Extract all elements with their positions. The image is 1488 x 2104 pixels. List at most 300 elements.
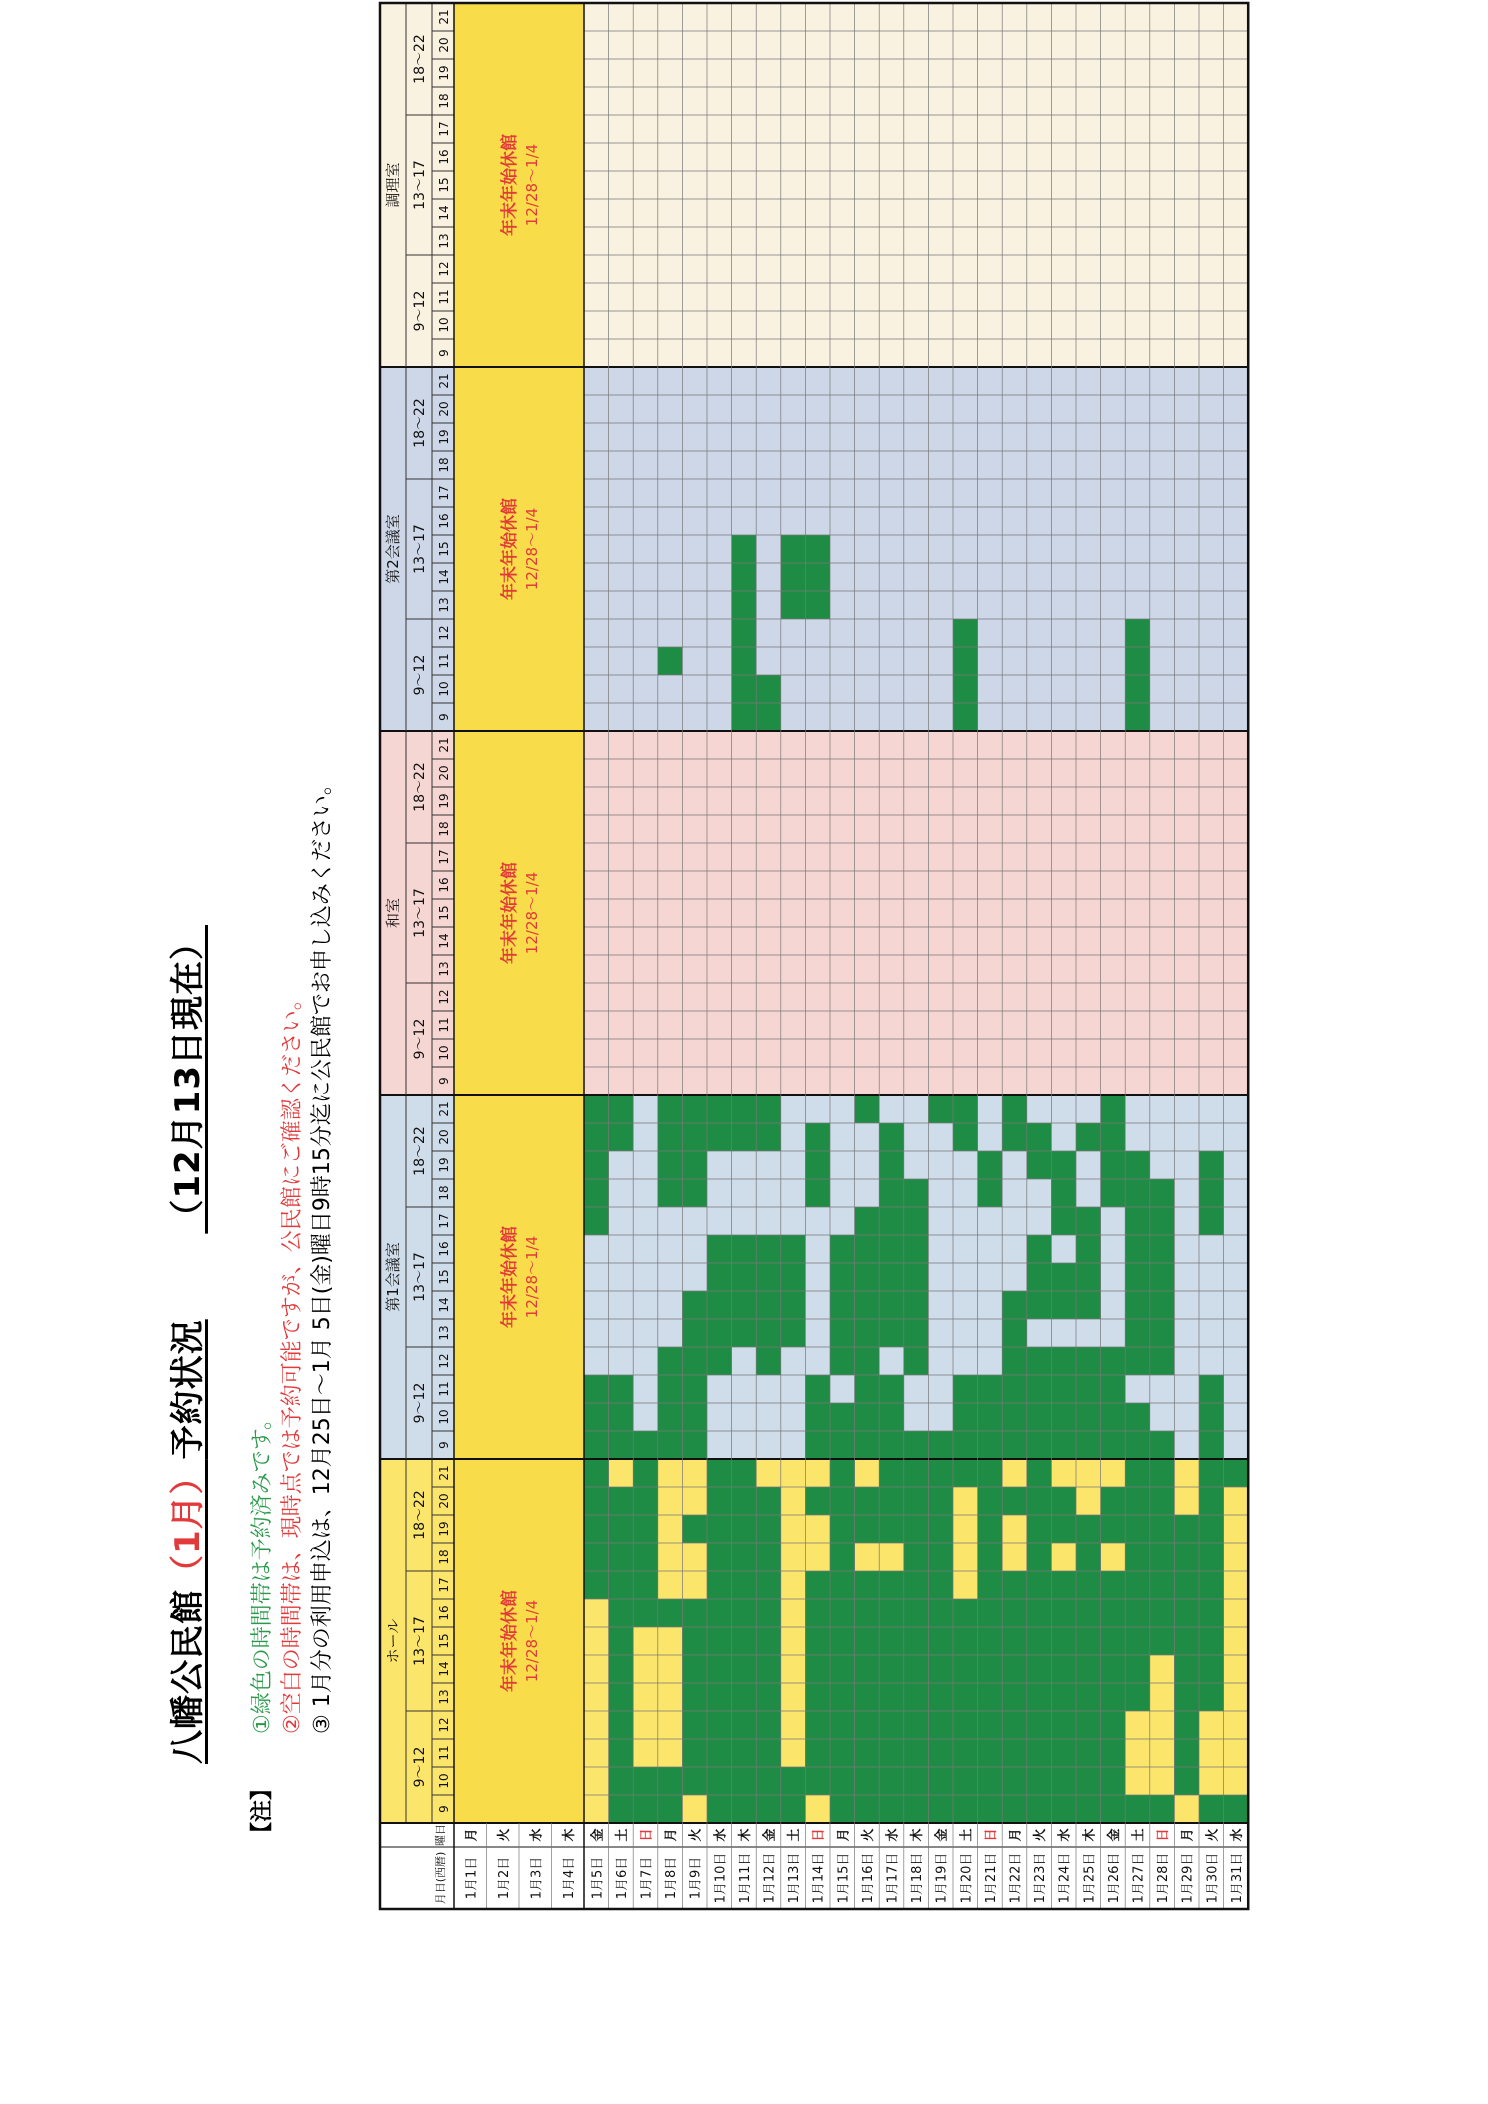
booked-cell <box>707 1795 732 1823</box>
booked-cell <box>756 1347 781 1375</box>
booked-cell <box>609 1095 634 1123</box>
booked-cell <box>855 1683 880 1711</box>
booked-cell <box>682 1291 707 1319</box>
hour-label: 14 <box>437 1297 451 1313</box>
booked-cell <box>1027 1655 1052 1683</box>
booked-cell <box>904 1711 929 1739</box>
booked-cell <box>805 563 830 591</box>
booked-cell <box>756 1515 781 1543</box>
booked-cell <box>1076 1571 1101 1599</box>
booked-cell <box>633 1459 658 1487</box>
booked-cell <box>904 1655 929 1683</box>
booked-cell <box>855 1375 880 1403</box>
title-suffix: 予約状況 <box>168 1319 208 1460</box>
booked-cell <box>879 1767 904 1795</box>
booked-cell <box>953 675 978 703</box>
booked-cell <box>1199 1151 1224 1179</box>
date-cell: 1月29日 <box>1180 1852 1196 1904</box>
booked-cell <box>1224 1795 1249 1823</box>
booked-cell <box>904 1319 929 1347</box>
time-block-label: 18～22 <box>412 1126 428 1176</box>
booked-cell <box>584 1375 609 1403</box>
booked-cell <box>1027 1151 1052 1179</box>
booked-cell <box>732 647 757 675</box>
booked-cell <box>805 1375 830 1403</box>
booked-cell <box>830 1403 855 1431</box>
booked-cell <box>978 1795 1003 1823</box>
booked-cell <box>658 1403 683 1431</box>
booked-cell <box>830 1431 855 1459</box>
date-header: 月日(西暦) <box>434 1851 447 1905</box>
hour-label: 13 <box>437 233 451 249</box>
booked-cell <box>1150 1431 1175 1459</box>
booked-cell <box>781 1795 806 1823</box>
note-2: ②空白の時間帯は、現時点では予約可能ですが、公民館にご確認ください。 <box>280 988 305 1734</box>
booked-cell <box>855 1599 880 1627</box>
booked-cell <box>682 1683 707 1711</box>
booked-cell <box>609 1683 634 1711</box>
booked-cell <box>1199 1207 1224 1235</box>
booked-cell <box>756 1095 781 1123</box>
booked-cell <box>830 1319 855 1347</box>
booked-cell <box>732 1543 757 1571</box>
hour-label: 12 <box>437 261 451 277</box>
booked-cell <box>953 1375 978 1403</box>
dow-cell: 土 <box>614 1828 630 1842</box>
hour-label: 20 <box>437 37 451 53</box>
booked-cell <box>682 1515 707 1543</box>
note-3: ③ 1月分の利用申込は、12月25日～1月 5日(金)曜日9時15分迄に公民館でお申し込みください。 <box>310 773 335 1734</box>
time-block-label: 18～22 <box>412 398 428 448</box>
booked-cell <box>707 1627 732 1655</box>
room-name: ホール <box>384 1618 402 1664</box>
booked-cell <box>1199 1655 1224 1683</box>
booked-cell <box>732 703 757 731</box>
date-cell: 1月13日 <box>787 1852 803 1904</box>
booked-cell <box>1125 1431 1150 1459</box>
booked-cell <box>1051 1515 1076 1543</box>
booked-cell <box>1002 1095 1027 1123</box>
room-body-bg <box>584 731 1248 1095</box>
booked-cell <box>1027 1627 1052 1655</box>
hour-label: 17 <box>437 485 451 501</box>
booked-cell <box>682 1655 707 1683</box>
booked-cell <box>1101 1179 1126 1207</box>
booked-cell <box>781 535 806 563</box>
hour-label: 15 <box>437 541 451 557</box>
booked-cell <box>1125 647 1150 675</box>
booked-cell <box>1125 1571 1150 1599</box>
booked-cell <box>1051 1767 1076 1795</box>
hour-label: 12 <box>437 1717 451 1733</box>
booked-cell <box>1051 1711 1076 1739</box>
booked-cell <box>1199 1403 1224 1431</box>
booked-cell <box>584 1179 609 1207</box>
booked-cell <box>1076 1767 1101 1795</box>
booked-cell <box>1150 1319 1175 1347</box>
booked-cell <box>1101 1347 1126 1375</box>
booked-cell <box>1076 1627 1101 1655</box>
date-cell: 1月19日 <box>934 1852 950 1904</box>
booked-cell <box>928 1767 953 1795</box>
booked-cell <box>633 1571 658 1599</box>
booked-cell <box>1002 1627 1027 1655</box>
booked-cell <box>1150 1235 1175 1263</box>
booked-cell <box>1101 1795 1126 1823</box>
booked-cell <box>830 1543 855 1571</box>
booked-cell <box>609 1571 634 1599</box>
booked-cell <box>978 1487 1003 1515</box>
booked-cell <box>658 1795 683 1823</box>
booked-cell <box>953 1431 978 1459</box>
booked-cell <box>1027 1515 1052 1543</box>
time-block-label: 9～12 <box>412 1018 428 1060</box>
booked-cell <box>658 1767 683 1795</box>
hour-label: 14 <box>437 933 451 949</box>
dow-cell: 水 <box>529 1828 545 1842</box>
booked-cell <box>1027 1739 1052 1767</box>
booked-cell <box>830 1487 855 1515</box>
booked-cell <box>978 1515 1003 1543</box>
booked-cell <box>732 1739 757 1767</box>
booked-cell <box>732 1515 757 1543</box>
booked-cell <box>879 1627 904 1655</box>
booked-cell <box>904 1571 929 1599</box>
booked-cell <box>1051 1179 1076 1207</box>
booked-cell <box>805 1767 830 1795</box>
booked-cell <box>1002 1739 1027 1767</box>
hour-label: 19 <box>437 429 451 445</box>
date-cell: 1月4日 <box>561 1856 577 1900</box>
booked-cell <box>855 1403 880 1431</box>
booked-cell <box>805 1403 830 1431</box>
booked-cell <box>978 1683 1003 1711</box>
booked-cell <box>658 1375 683 1403</box>
booked-cell <box>928 1095 953 1123</box>
booked-cell <box>1076 1543 1101 1571</box>
booked-cell <box>879 1179 904 1207</box>
dow-cell: 金 <box>590 1828 606 1842</box>
booked-cell <box>1027 1291 1052 1319</box>
booked-cell <box>756 1739 781 1767</box>
booked-cell <box>1002 1683 1027 1711</box>
hour-label: 16 <box>437 877 451 893</box>
closure-dates: 12/28～1/4 <box>523 143 541 227</box>
dow-cell: 日 <box>1156 1828 1172 1842</box>
booked-cell <box>609 1375 634 1403</box>
time-block-label: 9～12 <box>412 1382 428 1424</box>
booked-cell <box>1076 1683 1101 1711</box>
booked-cell <box>928 1795 953 1823</box>
hour-label: 15 <box>437 177 451 193</box>
booked-cell <box>1125 1291 1150 1319</box>
booked-cell <box>633 1599 658 1627</box>
date-cell: 1月26日 <box>1106 1852 1122 1904</box>
dow-cell: 木 <box>737 1828 753 1842</box>
booked-cell <box>978 1375 1003 1403</box>
hour-label: 9 <box>437 1805 451 1813</box>
booked-cell <box>953 1459 978 1487</box>
booked-cell <box>1002 1571 1027 1599</box>
booked-cell <box>1051 1207 1076 1235</box>
booked-cell <box>928 1543 953 1571</box>
dow-header: 曜日 <box>434 1824 447 1846</box>
booked-cell <box>1101 1431 1126 1459</box>
booked-cell <box>928 1571 953 1599</box>
booked-cell <box>658 1431 683 1459</box>
booked-cell <box>805 1655 830 1683</box>
booked-cell <box>830 1291 855 1319</box>
booked-cell <box>805 1599 830 1627</box>
booked-cell <box>682 1095 707 1123</box>
booked-cell <box>879 1235 904 1263</box>
booked-cell <box>682 1375 707 1403</box>
dow-cell: 金 <box>1106 1828 1122 1842</box>
booked-cell <box>732 1767 757 1795</box>
booked-cell <box>1150 1571 1175 1599</box>
date-cell: 1月7日 <box>639 1856 655 1900</box>
booked-cell <box>830 1627 855 1655</box>
booked-cell <box>904 1179 929 1207</box>
booked-cell <box>732 1123 757 1151</box>
hour-label: 21 <box>437 1101 451 1117</box>
room-name: 調理室 <box>384 162 402 208</box>
booked-cell <box>682 1319 707 1347</box>
hour-label: 20 <box>437 765 451 781</box>
booked-cell <box>1125 1459 1150 1487</box>
booked-cell <box>855 1235 880 1263</box>
hour-label: 17 <box>437 849 451 865</box>
booked-cell <box>904 1207 929 1235</box>
booked-cell <box>1199 1627 1224 1655</box>
booked-cell <box>855 1263 880 1291</box>
booked-cell <box>879 1263 904 1291</box>
date-cell: 1月9日 <box>688 1856 704 1900</box>
dow-cell: 火 <box>688 1828 704 1842</box>
booked-cell <box>1199 1375 1224 1403</box>
booked-cell <box>978 1599 1003 1627</box>
booked-cell <box>928 1599 953 1627</box>
booked-cell <box>830 1347 855 1375</box>
booked-cell <box>1002 1711 1027 1739</box>
booked-cell <box>978 1739 1003 1767</box>
booked-cell <box>1027 1571 1052 1599</box>
booked-cell <box>904 1487 929 1515</box>
hour-label: 10 <box>437 1409 451 1425</box>
booked-cell <box>830 1235 855 1263</box>
booked-cell <box>1199 1515 1224 1543</box>
booked-cell <box>1027 1767 1052 1795</box>
hour-label: 19 <box>437 793 451 809</box>
booked-cell <box>1199 1179 1224 1207</box>
booked-cell <box>1027 1235 1052 1263</box>
dow-cell: 火 <box>496 1828 512 1842</box>
booked-cell <box>1051 1291 1076 1319</box>
dow-cell: 火 <box>860 1828 876 1842</box>
booked-cell <box>1002 1599 1027 1627</box>
booked-cell <box>1076 1599 1101 1627</box>
booked-cell <box>707 1347 732 1375</box>
booked-cell <box>1002 1123 1027 1151</box>
hour-label: 12 <box>437 625 451 641</box>
booked-cell <box>1027 1263 1052 1291</box>
dow-cell: 金 <box>762 1828 778 1842</box>
booked-cell <box>633 1543 658 1571</box>
date-cell: 1月16日 <box>860 1852 876 1904</box>
booked-cell <box>1101 1515 1126 1543</box>
room-body-bg <box>584 3 1248 367</box>
booked-cell <box>707 1515 732 1543</box>
booked-cell <box>756 1767 781 1795</box>
booked-cell <box>1027 1543 1052 1571</box>
note-1: ①緑色の時間帯は予約済みです。 <box>250 1408 275 1734</box>
hour-label: 17 <box>437 1577 451 1593</box>
booked-cell <box>1002 1347 1027 1375</box>
booked-cell <box>1101 1123 1126 1151</box>
booked-cell <box>756 1599 781 1627</box>
booked-cell <box>682 1711 707 1739</box>
booked-cell <box>805 1739 830 1767</box>
booked-cell <box>928 1627 953 1655</box>
booked-cell <box>978 1459 1003 1487</box>
booked-cell <box>732 1319 757 1347</box>
booked-cell <box>978 1431 1003 1459</box>
booked-cell <box>978 1403 1003 1431</box>
dow-cell: 月 <box>664 1828 680 1842</box>
booked-cell <box>953 1739 978 1767</box>
booked-cell <box>879 1431 904 1459</box>
booked-cell <box>805 535 830 563</box>
booked-cell <box>928 1655 953 1683</box>
booked-cell <box>830 1739 855 1767</box>
hour-label: 10 <box>437 1045 451 1061</box>
booked-cell <box>1174 1739 1199 1767</box>
booked-cell <box>1199 1599 1224 1627</box>
booked-cell <box>609 1711 634 1739</box>
date-cell: 1月15日 <box>836 1852 852 1904</box>
booked-cell <box>1076 1711 1101 1739</box>
booked-cell <box>830 1599 855 1627</box>
booked-cell <box>830 1263 855 1291</box>
booked-cell <box>1174 1543 1199 1571</box>
booked-cell <box>1150 1263 1175 1291</box>
booked-cell <box>805 1487 830 1515</box>
booked-cell <box>732 675 757 703</box>
booked-cell <box>756 1263 781 1291</box>
hour-label: 11 <box>437 1381 451 1397</box>
dow-cell: 水 <box>1057 1828 1073 1842</box>
booked-cell <box>978 1767 1003 1795</box>
booked-cell <box>732 1655 757 1683</box>
booked-cell <box>1125 1543 1150 1571</box>
booked-cell <box>830 1571 855 1599</box>
closure-text: 年末年始休館 <box>500 1226 520 1328</box>
booked-cell <box>904 1291 929 1319</box>
booked-cell <box>1076 1403 1101 1431</box>
booked-cell <box>879 1487 904 1515</box>
booked-cell <box>1076 1207 1101 1235</box>
booked-cell <box>756 703 781 731</box>
booked-cell <box>609 1627 634 1655</box>
date-cell: 1月23日 <box>1033 1852 1049 1904</box>
booked-cell <box>904 1459 929 1487</box>
dow-cell: 火 <box>1033 1828 1049 1842</box>
hour-label: 11 <box>437 289 451 305</box>
booked-cell <box>978 1655 1003 1683</box>
booked-cell <box>1125 675 1150 703</box>
hour-label: 9 <box>437 713 451 721</box>
booked-cell <box>904 1543 929 1571</box>
hour-label: 12 <box>437 989 451 1005</box>
booked-cell <box>1150 1515 1175 1543</box>
date-cell: 1月20日 <box>959 1852 975 1904</box>
booked-cell <box>1101 1739 1126 1767</box>
booked-cell <box>1027 1599 1052 1627</box>
hour-label: 9 <box>437 349 451 357</box>
hour-label: 12 <box>437 1353 451 1369</box>
booked-cell <box>682 1347 707 1375</box>
booked-cell <box>1125 1487 1150 1515</box>
booked-cell <box>756 1123 781 1151</box>
booked-cell <box>1076 1375 1101 1403</box>
time-block-label: 9～12 <box>412 654 428 696</box>
time-block-label: 18～22 <box>412 1490 428 1540</box>
booked-cell <box>1125 703 1150 731</box>
hour-label: 15 <box>437 1269 451 1285</box>
booked-cell <box>1002 1431 1027 1459</box>
booked-cell <box>830 1459 855 1487</box>
booked-cell <box>584 1431 609 1459</box>
booked-cell <box>1125 1263 1150 1291</box>
booked-cell <box>732 535 757 563</box>
booked-cell <box>1125 1347 1150 1375</box>
booked-cell <box>830 1655 855 1683</box>
booked-cell <box>1076 1263 1101 1291</box>
booked-cell <box>904 1767 929 1795</box>
booked-cell <box>732 1487 757 1515</box>
booked-cell <box>756 1319 781 1347</box>
booked-cell <box>879 1459 904 1487</box>
booked-cell <box>732 1459 757 1487</box>
booked-cell <box>1224 1459 1249 1487</box>
title-prefix: 八幡公民館 <box>168 1589 208 1764</box>
closure-text: 年末年始休館 <box>500 862 520 964</box>
dow-cell: 水 <box>885 1828 901 1842</box>
booked-cell <box>1076 1795 1101 1823</box>
title-asof: （12月13日現在） <box>168 925 208 1234</box>
booked-cell <box>904 1683 929 1711</box>
dow-cell: 月 <box>1008 1828 1024 1842</box>
booked-cell <box>1002 1487 1027 1515</box>
booked-cell <box>1125 1795 1150 1823</box>
hour-label: 13 <box>437 597 451 613</box>
date-cell: 1月28日 <box>1156 1852 1172 1904</box>
booked-cell <box>732 591 757 619</box>
booked-cell <box>1101 1487 1126 1515</box>
booked-cell <box>707 1235 732 1263</box>
hour-label: 10 <box>437 317 451 333</box>
room-name: 和室 <box>384 897 402 929</box>
booked-cell <box>805 1627 830 1655</box>
hour-label: 18 <box>437 1185 451 1201</box>
booked-cell <box>609 1403 634 1431</box>
booked-cell <box>1101 1403 1126 1431</box>
hour-label: 20 <box>437 401 451 417</box>
booked-cell <box>953 1683 978 1711</box>
booked-cell <box>855 1431 880 1459</box>
booked-cell <box>1199 1487 1224 1515</box>
closure-text: 年末年始休館 <box>500 1590 520 1692</box>
